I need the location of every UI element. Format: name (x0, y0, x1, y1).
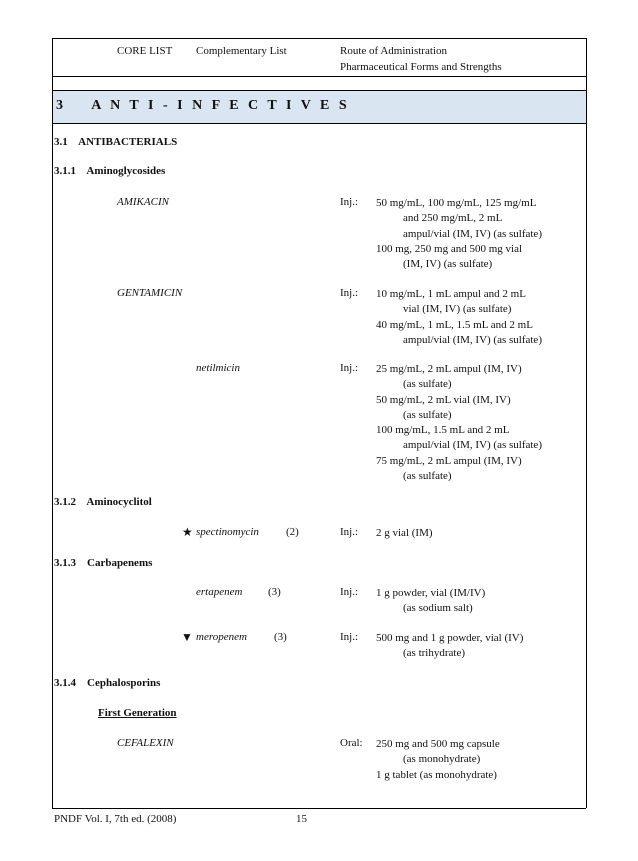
route-gentamicin: Inj.: (340, 287, 359, 299)
route-spectinomycin: Inj.: (340, 526, 359, 538)
table-right-border (586, 38, 587, 808)
strengths-gentamicin: 10 mg/mL, 1 mL ampul and 2 mL vial (IM, IV) (as sulfate) 40 mg/mL, 1 mL, 1.5 mL and 2 mL ampul/vial (IM, IV) (as sulfate) (376, 288, 542, 346)
drug-netilmicin: netilmicin (196, 362, 240, 374)
note-meropenem: (3) (274, 631, 287, 643)
subsection-aminocyclitol: 3.1.2 Aminocyclitol (54, 496, 152, 508)
note-ertapenem: (3) (268, 586, 281, 598)
drug-cefalexin: CEFALEXIN (117, 737, 174, 749)
drug-ertapenem: ertapenem (196, 586, 243, 598)
route-ertapenem: Inj.: (340, 586, 359, 598)
note-spectinomycin: (2) (286, 526, 299, 538)
header-complementary-list: Complementary List (196, 45, 287, 57)
strengths-ertapenem: 1 g powder, vial (IM/IV) (as sodium salt) (376, 587, 486, 615)
footer-publication: PNDF Vol. I, 7th ed. (2008) (54, 813, 177, 825)
table-top-border (52, 38, 586, 39)
route-netilmicin: Inj.: (340, 362, 359, 374)
subsection-antibacterials: 3.1 ANTIBACTERIALS (54, 136, 178, 148)
footer-page-number: 15 (296, 813, 307, 825)
drug-spectinomycin: spectinomycin (196, 526, 259, 538)
header-forms: Pharmaceutical Forms and Strengths (340, 61, 502, 73)
drug-meropenem: meropenem (196, 631, 247, 643)
drug-amikacin: AMIKACIN (117, 196, 169, 208)
header-route: Route of Administration (340, 45, 447, 57)
drug-gentamicin: GENTAMICIN (117, 287, 183, 299)
header-core-list: CORE LIST (117, 45, 173, 57)
section-name: A N T I - I N F E C T I V E S (91, 98, 350, 113)
section-number: 3 (56, 98, 66, 113)
strengths-netilmicin: 25 mg/mL, 2 mL ampul (IM, IV) (as sulfate) 50 mg/mL, 2 mL vial (IM, IV) (as sulfate) 100 mg/mL, 1.5 mL and 2 mL ampul/vial (IM, IV) (as sulfate) 75 mg/mL, 2 mL ampul (IM, IV) (as sulfate) (376, 363, 542, 483)
first-generation-heading: First Generation (98, 707, 177, 719)
star-icon: ★ (182, 525, 193, 539)
route-meropenem: Inj.: (340, 631, 359, 643)
triangle-down-icon: ▼ (181, 630, 193, 644)
header-bottom-border (52, 76, 586, 77)
section-title (56, 98, 350, 114)
subsection-carbapenems: 3.1.3 Carbapenems (54, 557, 153, 569)
strengths-meropenem: 500 mg and 1 g powder, vial (IV) (as trihydrate) (376, 632, 524, 660)
table-bottom-border (52, 808, 586, 809)
section-bar (52, 90, 586, 124)
strengths-amikacin: 50 mg/mL, 100 mg/mL, 125 mg/mL and 250 mg/mL, 2 mL ampul/vial (IM, IV) (as sulfate) 100 mg, 250 mg and 500 mg vial (IM, IV) (as sulfate) (376, 197, 542, 271)
strengths-cefalexin: 250 mg and 500 mg capsule (as monohydrate) 1 g tablet (as monohydrate) (376, 738, 500, 781)
route-amikacin: Inj.: (340, 196, 359, 208)
route-cefalexin: Oral: (340, 737, 363, 749)
subsection-aminoglycosides: 3.1.1 Aminoglycosides (54, 165, 166, 177)
table-left-border (52, 38, 53, 808)
subsection-cephalosporins: 3.1.4 Cephalosporins (54, 677, 161, 689)
strengths-spectinomycin: 2 g vial (IM) (376, 527, 433, 539)
